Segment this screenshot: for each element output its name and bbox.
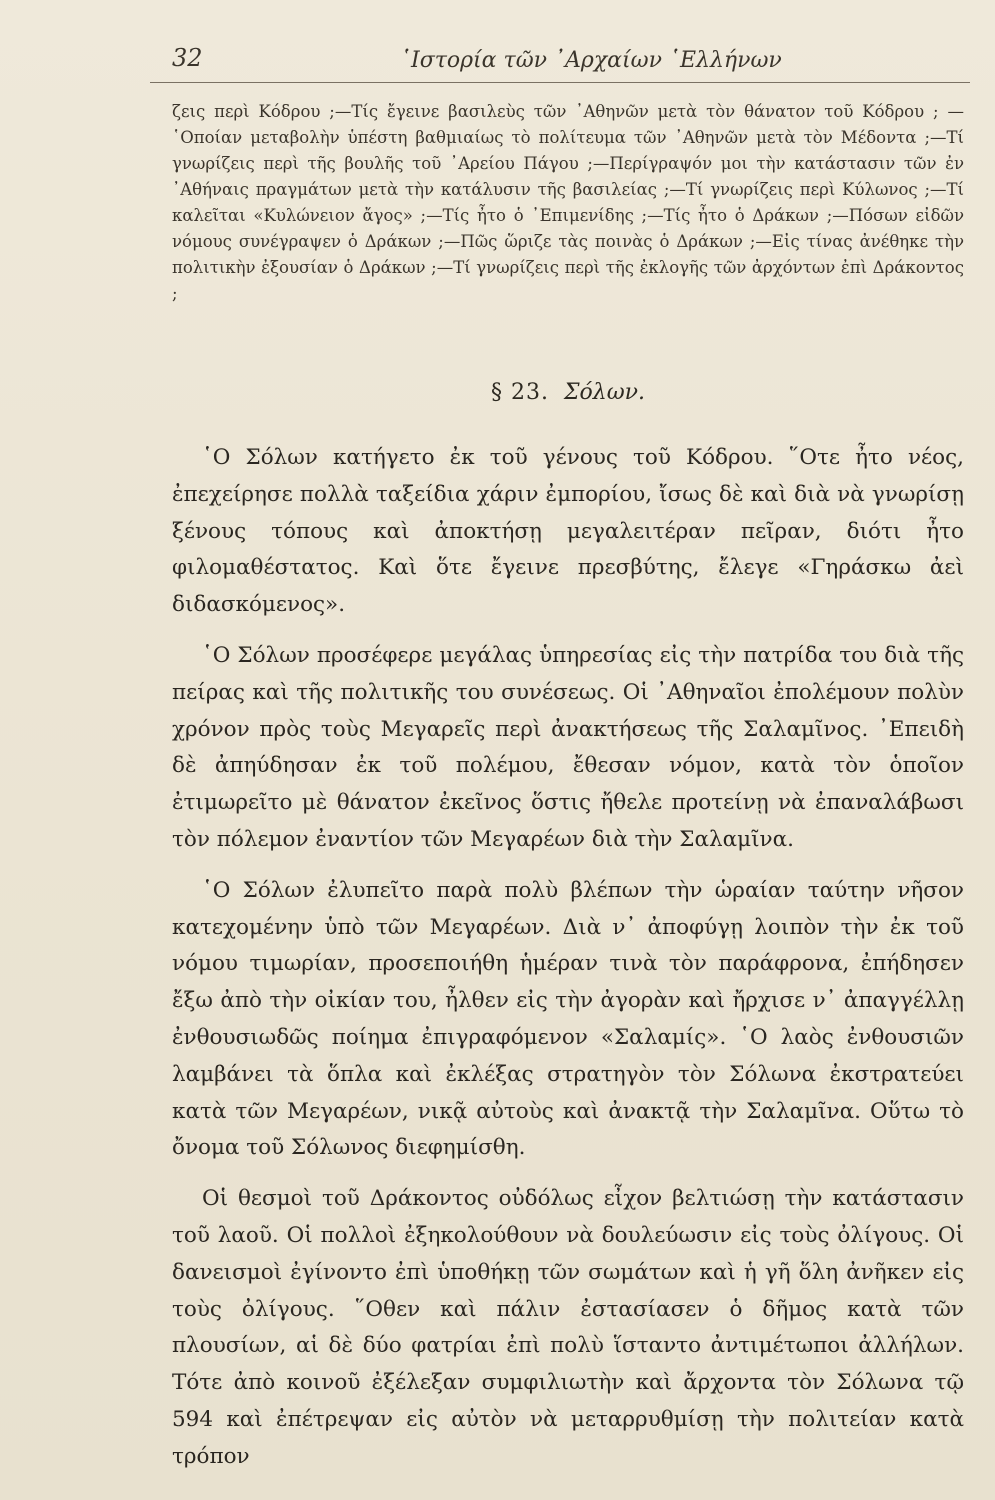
section-number: § 23.: [490, 380, 549, 405]
section-heading: [172, 380, 964, 405]
page-header: [150, 42, 970, 86]
section-title: Σόλων.: [563, 380, 646, 405]
paragraph: ῾Ο Σόλων προσέφερε μεγάλας ὑπηρεσίας εἰς τὴν πατρίδα του διὰ τῆς πείρας καὶ τῆς πολιτικῆς του συνέσεως. Οἱ ᾿Αθηναῖοι ἐπολέμουν πολὺν χρόνον πρὸς τοὺς Μεγαρεῖς περὶ ἀνακτήσεως τῆς Σαλαμῖνος. ᾿Επειδὴ δὲ ἀπηύδησαν ἐκ τοῦ πολέμου, ἔθεσαν νόμον, κατὰ τὸν ὁποῖον ἐτιμωρεῖτο μὲ θάνατον ἐκεῖνος ὅστις ἤθελε προτείνῃ νὰ ἐπαναλάβωσι τὸν πόλεμον ἐναντίον τῶν Μεγαρέων διὰ τὴν Σαλαμῖνα.: [172, 642, 964, 852]
body-text: [172, 440, 964, 1490]
paragraph: Οἱ θεσμοὶ τοῦ Δράκοντος οὐδόλως εἶχον βελτιώσῃ τὴν κατάστασιν τοῦ λαοῦ. Οἱ πολλοὶ ἐξηκολούθουν νὰ δουλεύωσιν εἰς τοὺς ὀλίγους. Οἱ δανεισμοὶ ἐγίνοντο ἐπὶ ὑποθήκῃ τῶν σωμάτων καὶ ἡ γῆ ὅλη ἀνῆκεν εἰς τοὺς ὀλίγους. ῞Οθεν καὶ πάλιν ἐστασίασεν ὁ δῆμος κατὰ τῶν πλουσίων, αἱ δὲ δύο φατρίαι ἐπὶ πολὺ ἵσταντο ἀντιμέτωποι ἀλλήλων. Τότε ἀπὸ κοινοῦ ἐξέλεξαν συμφιλιωτὴν καὶ ἄρχοντα τὸν Σόλωνα τῷ 594 καὶ ἐπέτρεψαν εἰς αὐτὸν νὰ μεταρρυθμίσῃ τὴν πολιτείαν κατὰ τρόπον: [172, 1186, 964, 1469]
page-number: 32: [172, 44, 203, 72]
paragraph: ῾Ο Σόλων ἐλυπεῖτο παρὰ πολὺ βλέπων τὴν ὡραίαν ταύτην νῆσον κατεχομένην ὑπὸ τῶν Μεγαρέων. Διὰ ν᾿ ἀποφύγῃ λοιπὸν τὴν ἐκ τοῦ νόμου τιμωρίαν, προσεποιήθη ἡμέραν τινὰ τὸν παράφρονα, ἐπήδησεν ἔξω ἀπὸ τὴν οἰκίαν του, ἦλθεν εἰς τὴν ἀγορὰν καὶ ἤρχισε ν᾿ ἀπαγγέλλῃ ἐνθουσιωδῶς ποίημα ἐπιγραφόμενον «Σαλαμίς». ῾Ο λαὸς ἐνθουσιῶν λαμβάνει τὰ ὅπλα καὶ ἐκλέξας στρατηγὸν τὸν Σόλωνα ἐκστρατεύει κατὰ τῶν Μεγαρέων, νικᾷ αὐτοὺς καὶ ἀνακτᾷ τὴν Σαλαμῖνα. Οὕτω τὸ ὄνομα τοῦ Σόλωνος διεφημίσθη.: [172, 877, 964, 1161]
review-questions: ζεις περὶ Κόδρου ;—Τίς ἔγεινε βασιλεὺς τῶν ᾿Αθηνῶν μετὰ τὸν θάνατον τοῦ Κόδρου ; —῾Οποίαν μεταβολὴν ὑπέστη βαθμιαίως τὸ πολίτευμα τῶν ᾿Αθηνῶν μετὰ τὸν Μέδοντα ;—Τί γνωρίζεις περὶ τῆς βουλῆς τοῦ ᾿Αρείου Πάγου ;—Περίγραψόν μοι τὴν κατάστασιν τῶν ἐν ᾿Αθήναις πραγμάτων μετὰ τὴν κατάλυσιν τῆς βασιλείας ;—Τί γνωρίζεις περὶ Κύλωνος ;—Τί καλεῖται «Κυλώνειον ἄγος» ;—Τίς ἦτο ὁ ᾿Επιμενίδης ;—Τίς ἦτο ὁ Δράκων ;—Πόσων εἰδῶν νόμους συνέγραψεν ὁ Δράκων ;—Πῶς ὥριζε τὰς ποινὰς ὁ Δράκων ;—Εἰς τίνας ἀνέθηκε τὴν πολιτικὴν ἐξουσίαν ὁ Δράκων ;—Τί γνωρίζεις περὶ τῆς ἐκλογῆς τῶν ἀρχόντων ἐπὶ Δράκοντος ;: [172, 102, 964, 303]
running-title: ῾Ιστορία τῶν ᾿Αρχαίων ῾Ελλήνων: [400, 48, 782, 73]
header-rule: [150, 82, 970, 83]
paragraph: ῾Ο Σόλων κατήγετο ἐκ τοῦ γένους τοῦ Κόδρου. ῞Οτε ἦτο νέος, ἐπεχείρησε πολλὰ ταξείδια χάριν ἐμπορίου, ἴσως δὲ καὶ διὰ νὰ γνωρίσῃ ξένους τόπους καὶ ἀποκτήσῃ μεγαλειτέραν πεῖραν, διότι ἦτο φιλομαθέστατος. Καὶ ὅτε ἔγεινε πρεσβύτης, ἔλεγε «Γηράσκω ἀεὶ διδασκόμενος».: [172, 445, 964, 618]
